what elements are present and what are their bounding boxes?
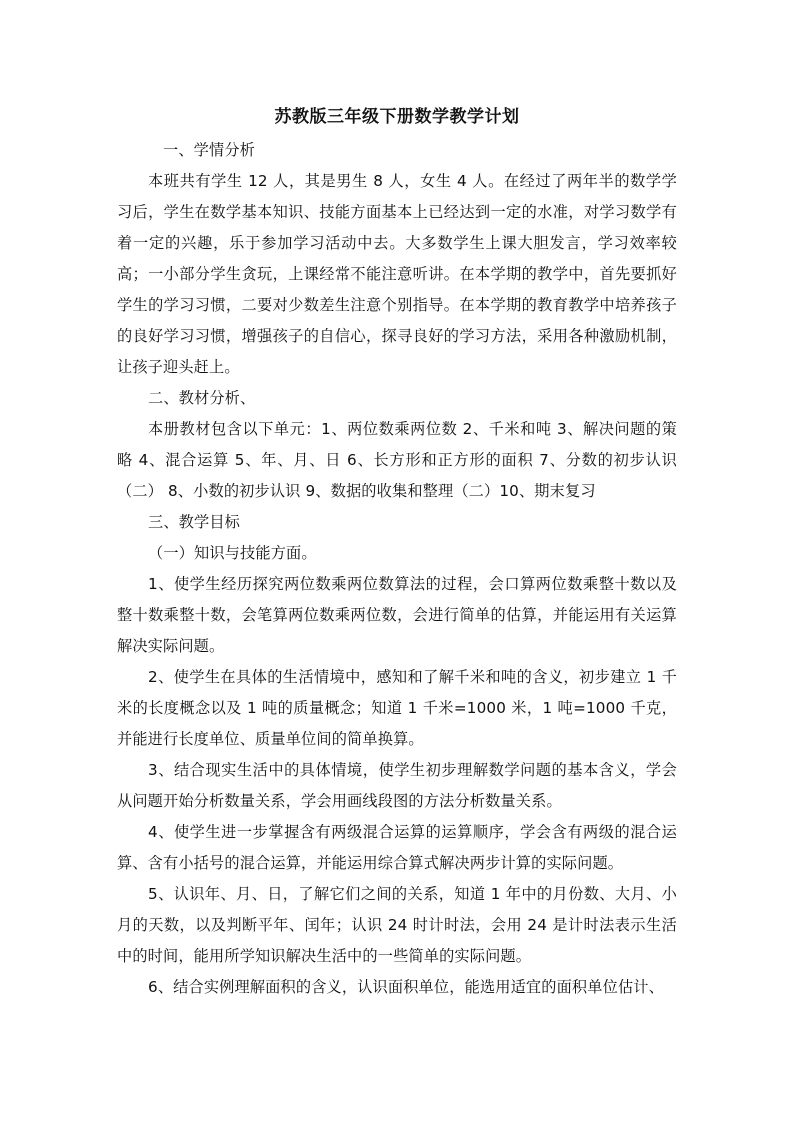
document-body: [117, 104, 677, 1003]
section-heading-textbook-analysis: 二、教材分析、: [148, 389, 256, 407]
goal-item-1: 1、使学生经历探究两位数乘两位数算法的过程，会口算两位数乘整十数以及整十数乘整十数，会笔算两位数乘两位数，会进行简单的估算，并能运用有关运算解决实际问题。: [117, 575, 677, 655]
document-title: 苏教版三年级下册数学教学计划: [274, 107, 520, 127]
goal-item-5: 5、认识年、月、日，了解它们之间的关系，知道 1 年中的月份数、大月、小月的天数，以及判断平年、闰年；认识 24 时计时法，会用 24 是计时法表示生活中的时间，能用所学知识解决生活中的一些简单的实际问题。: [117, 885, 677, 965]
goal-item-3: 3、结合现实生活中的具体情境，使学生初步理解数学问题的基本含义，学会从问题开始分析数量关系，学会用画线段图的方法分析数量关系。: [117, 761, 677, 810]
goal-item-2: 2、使学生在具体的生活情境中，感知和了解千米和吨的含义，初步建立 1 千米的长度概念以及 1 吨的质量概念；知道 1 千米=1000 米，1 吨=1000 千克，并能进行长度单位、质量单位间的简单换算。: [117, 668, 677, 748]
goal-item-6: 6、结合实例理解面积的含义，认识面积单位，能选用适宜的面积单位估计、: [148, 978, 664, 996]
section-heading-teaching-goals: 三、教学目标: [148, 513, 241, 531]
subheading-knowledge-skills: （一）知识与技能方面。: [148, 544, 317, 562]
goal-item-4: 4、使学生进一步掌握含有两级混合运算的运算顺序，学会含有两级的混合运算、含有小括号的混合运算，并能运用综合算式解决两步计算的实际问题。: [117, 823, 677, 872]
paragraph-textbook-analysis: 本册教材包含以下单元：1、两位数乘两位数 2、千米和吨 3、解决问题的策略 4、混合运算 5、年、月、日 6、长方形和正方形的面积 7、分数的初步认识（二） 8、小数的初步认识 9、数据的收集和整理（二）10、期末复习: [117, 420, 677, 500]
section-heading-learning-analysis: 一、学情分析: [163, 141, 256, 159]
paragraph-learning-analysis: 本班共有学生 12 人，其是男生 8 人，女生 4 人。在经过了两年半的数学学习后，学生在数学基本知识、技能方面基本上已经达到一定的水准，对学习数学有着一定的兴趣，乐于参加学习活动中去。大多数学生上课大胆发言，学习效率较高；一小部分学生贪玩，上课经常不能注意听讲。在本学期的教学中，首先要抓好学生的学习习惯，二要对少数差生注意个别指导。在本学期的教育教学中培养孩子的良好学习习惯，增强孩子的自信心，探寻良好的学习方法，采用各种激励机制，让孩子迎头赶上。: [117, 172, 677, 376]
